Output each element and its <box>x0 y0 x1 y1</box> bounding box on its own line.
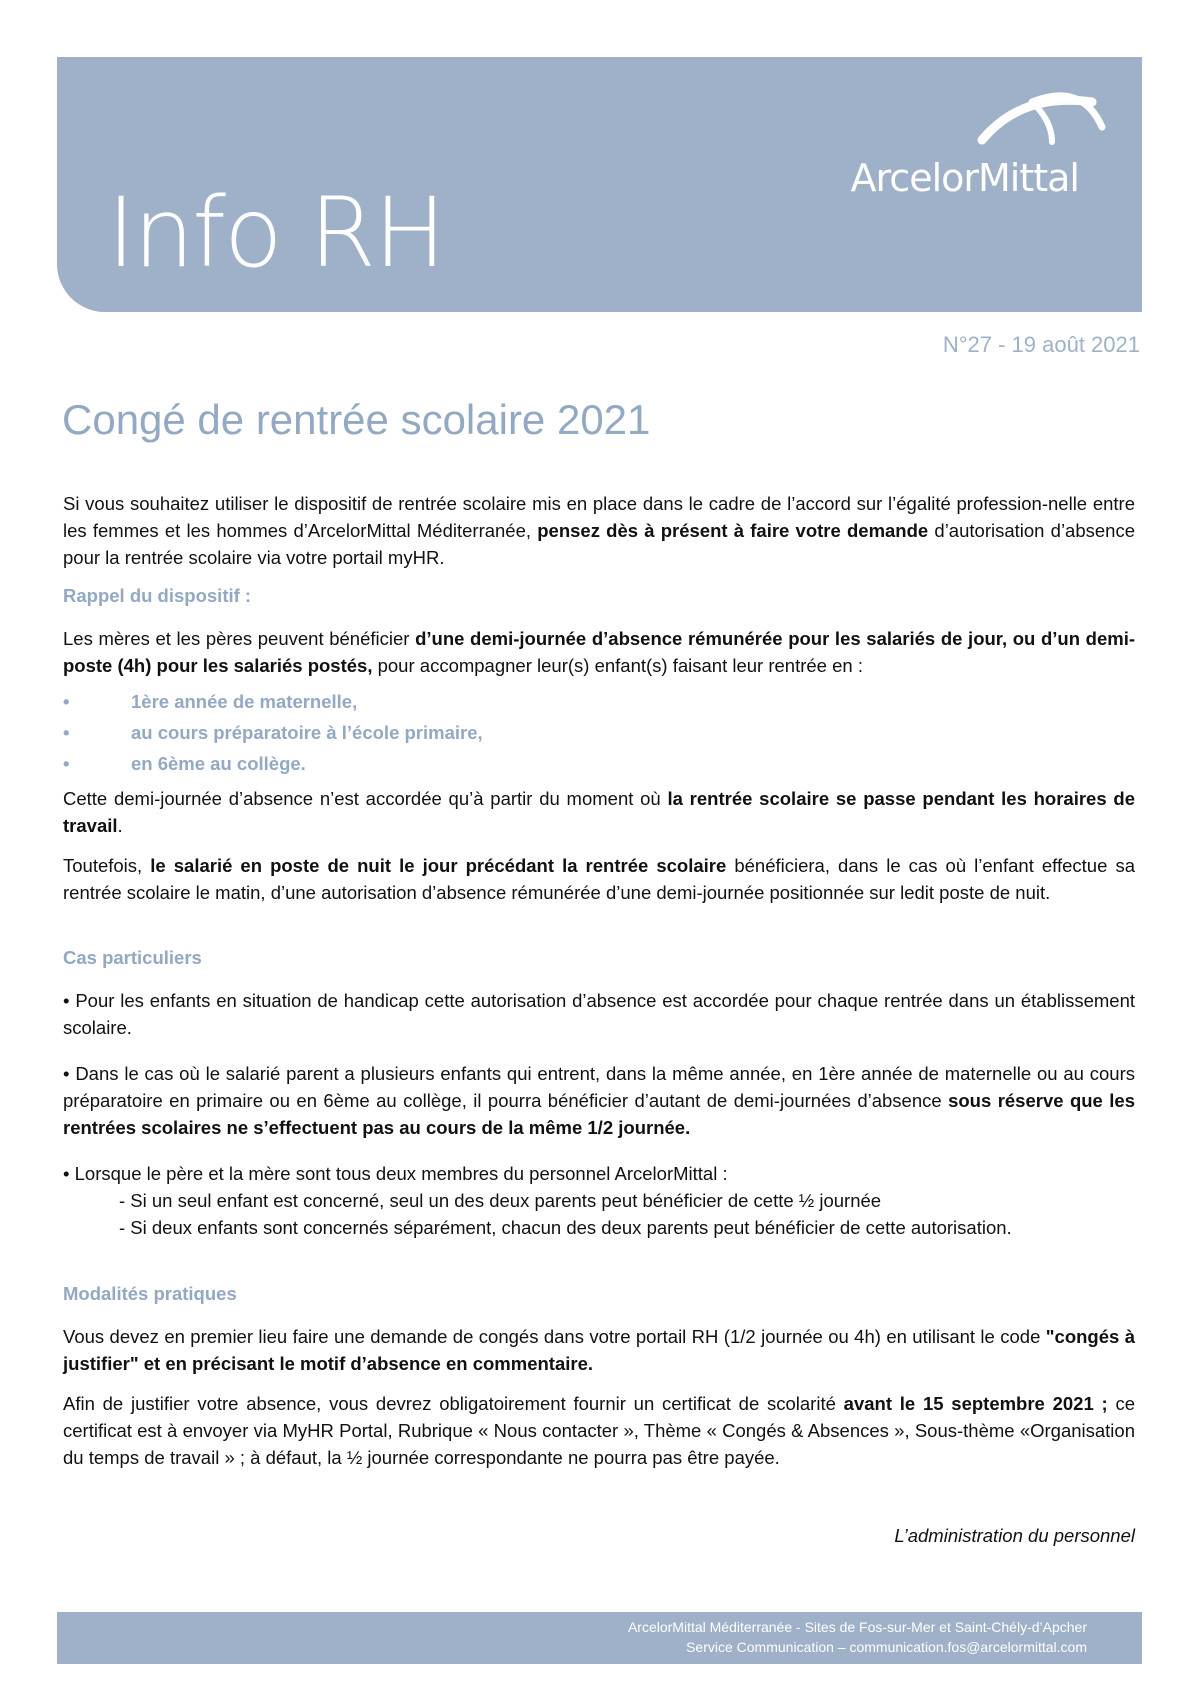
text: Cette demi-journée d’absence n’est accordée qu’à partir du moment où <box>63 788 668 809</box>
text: Toutefois, <box>63 855 151 876</box>
header-title: Info RH <box>107 177 445 289</box>
text: Vous devez en premier lieu faire une demande de congés dans votre portail RH (1/2 journée ou 4h) en utilisant le code <box>63 1326 1046 1347</box>
cas-heading: Cas particuliers <box>63 947 202 968</box>
sub-item: - Si un seul enfant est concerné, seul un des deux parents peut bénéficier de cette ½ journée <box>119 1190 882 1211</box>
signature: L’administration du personnel <box>894 1525 1135 1546</box>
condition-paragraph <box>63 785 1135 839</box>
text-bold: le salarié en poste de nuit le jour précédant la rentrée scolaire <box>150 855 727 876</box>
cas-item: • Dans le cas où le salarié parent a plusieurs enfants qui entrent, dans la même année, en 1ère année de maternelle ou au cours préparatoire en primaire ou en 6ème au collège, il pourra bénéficier d’autant de demi-journées d’absence sous réserve que les rentrées scolaires ne s’effectuent pas au cours de la même 1/2 journée. <box>63 1063 1135 1138</box>
level-text: en 6ème au collège. <box>131 753 306 774</box>
night-shift-paragraph <box>63 852 1135 906</box>
text: bénéficiera, dans le cas où l’enfant effectue sa rentrée scolaire le matin, d’une autorisation d’absence rémunérée d’une demi-journée positionnée sur ledit poste de nuit. <box>63 855 1135 903</box>
level-text: 1ère année de maternelle, <box>131 691 358 712</box>
level-item: • au cours préparatoire à l’école primaire, <box>63 722 483 743</box>
text-bold: sous réserve que les rentrées scolaires ne s’effectuent pas au cours de la même 1/2 journée. <box>63 1090 1135 1138</box>
intro-paragraph <box>63 490 1135 571</box>
text: Dans le cas où le salarié parent a plusieurs enfants qui entrent, dans la même année, en 1ère année de maternelle ou au cours préparatoire en primaire ou en 6ème au collège, il pourra bénéficier d’autant de demi-journées d’absence <box>63 1063 1135 1111</box>
text-bold: "congés à justifier" et en précisant le motif d’absence en commentaire. <box>63 1326 1135 1374</box>
modalites-heading: Modalités pratiques <box>63 1283 237 1304</box>
text: Lorsque le père et la mère sont tous deux membres du personnel ArcelorMittal : <box>74 1163 728 1184</box>
level-item: • 1ère année de maternelle, <box>63 691 358 712</box>
header-banner <box>57 57 1142 312</box>
text-bold: la rentrée scolaire se passe pendant les horaires de travail <box>63 788 1135 836</box>
issue-number: N°27 - 19 août 2021 <box>942 332 1140 357</box>
footer-banner <box>57 1612 1142 1664</box>
justification-paragraph <box>63 1390 1135 1471</box>
cas-item: • Lorsque le père et la mère sont tous deux membres du personnel ArcelorMittal : - Si un seul enfant est concerné, seul un des deux parents peut bénéficier de cette ½ journée - Si deux enfants sont concernés séparément, chacun des deux parents peut bénéficier de cette autorisation. <box>63 1160 1135 1241</box>
text: . <box>117 815 123 836</box>
text: ce certificat est à envoyer via MyHR Portal, Rubrique « Nous contacter », Thème « Congés & Absences », Sous-thème «Organisation du temps de travail » ; à défaut, la ½ journée correspondante ne pourra pas être payée. <box>63 1393 1136 1468</box>
text-bold: pensez dès à présent à faire votre demande <box>537 520 929 541</box>
text: Si vous souhaitez utiliser le dispositif de rentrée scolaire mis en place dans le cadre de l’accord sur l’égalité profession-nelle entre les femmes et les hommes d’ArcelorMittal Méditerranée, <box>63 493 1135 541</box>
footer-line: ArcelorMittal Méditerranée - Sites de Fos-sur-Mer et Saint-Chély-d’Apcher <box>627 1619 1087 1635</box>
sub-item: - Si deux enfants sont concernés séparément, chacun des deux parents peut bénéficier de cette autorisation. <box>119 1217 1012 1238</box>
text: d’autorisation d’absence pour la rentrée scolaire via votre portail myHR. <box>63 520 1135 568</box>
article-title: Congé de rentrée scolaire 2021 <box>62 396 651 443</box>
modalites-paragraph <box>63 1323 1135 1377</box>
rappel-paragraph <box>63 625 1135 679</box>
text-bold: avant le 15 septembre 2021 ; <box>843 1393 1108 1414</box>
level-text: au cours préparatoire à l’école primaire, <box>131 722 483 743</box>
text: Pour les enfants en situation de handicap cette autorisation d’absence est accordée pour chaque rentrée dans un établissement scolaire. <box>63 990 1135 1038</box>
text: Les mères et les pères peuvent bénéficier <box>63 628 416 649</box>
text: Afin de justifier votre absence, vous devrez obligatoirement fournir un certificat de scolarité <box>63 1393 844 1414</box>
brand-name: ArcelorMittal <box>850 156 1079 200</box>
cas-item: • Pour les enfants en situation de handicap cette autorisation d’absence est accordée pour chaque rentrée dans un établissement scolaire. <box>63 990 1135 1038</box>
level-item: • en 6ème au collège. <box>63 753 306 774</box>
arcelormittal-logo-icon <box>972 82 1112 152</box>
text-bold: d’une demi-journée d’absence rémunérée pour les salariés de jour, ou d’un demi-poste (4h) pour les salariés postés, <box>63 628 1136 676</box>
footer-contact: Service Communication – communication.fos@arcelormittal.com <box>686 1639 1087 1655</box>
rappel-heading: Rappel du dispositif : <box>63 585 252 606</box>
text: pour accompagner leur(s) enfant(s) faisant leur rentrée en : <box>372 655 863 676</box>
